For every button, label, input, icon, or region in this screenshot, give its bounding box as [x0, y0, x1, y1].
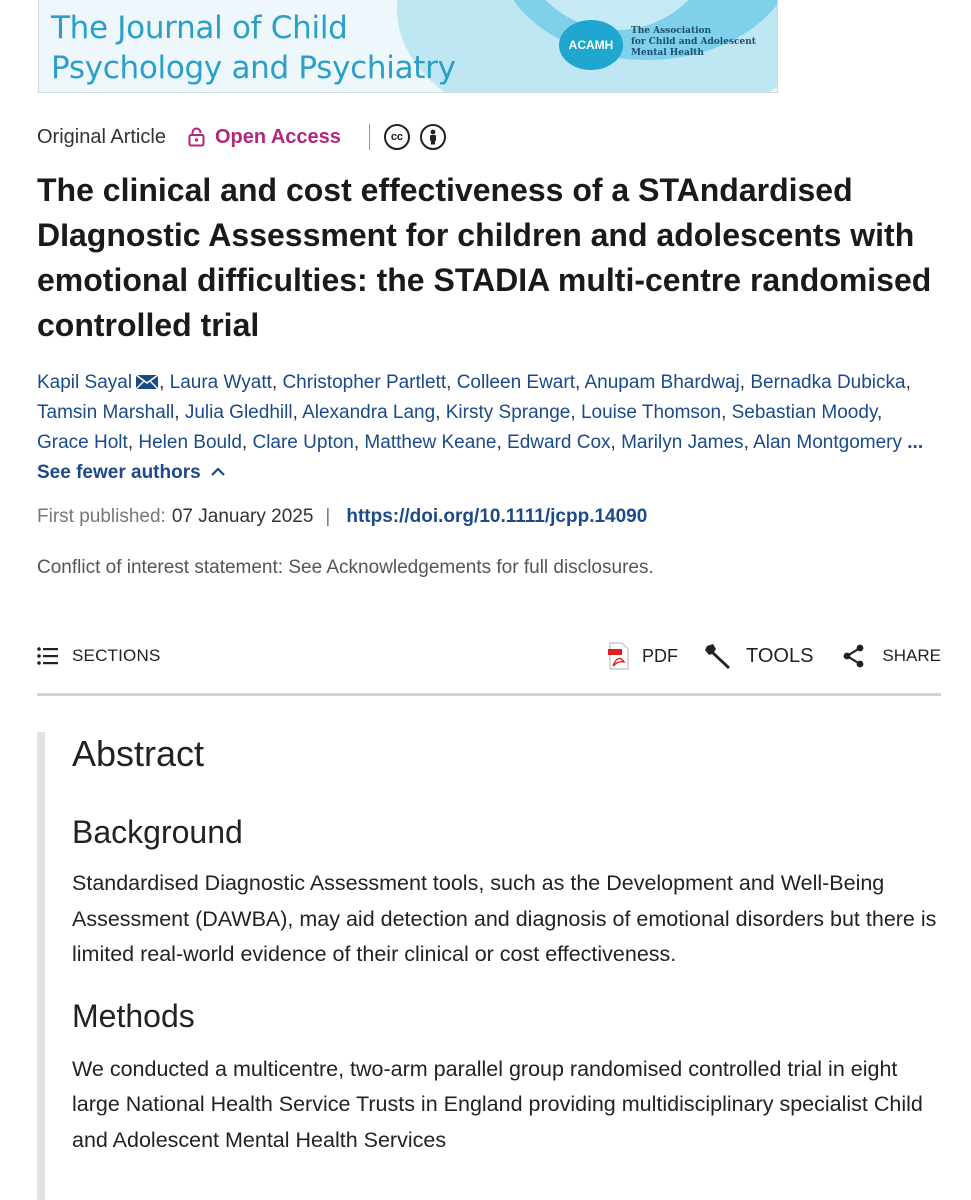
author-separator: , — [610, 432, 622, 453]
author-separator: , — [353, 432, 365, 453]
author-separator: , — [496, 432, 508, 453]
methods-heading: Methods — [72, 997, 195, 1034]
article-toolbar — [37, 636, 941, 676]
author-separator: , — [292, 402, 303, 423]
author-link[interactable]: Colleen Ewart — [456, 372, 575, 393]
conflict-of-interest: Conflict of interest statement: See Acknowledgements for full disclosures. — [37, 557, 654, 578]
see-fewer-authors-button[interactable]: ... See fewer authors — [37, 432, 924, 483]
by-icon[interactable] — [420, 124, 446, 150]
list-icon — [37, 647, 59, 665]
doi-link[interactable]: https://doi.org/10.1111/jcpp.14090 — [346, 506, 648, 527]
background-heading: Background — [72, 814, 243, 850]
author-link[interactable]: Bernadka Dubicka — [750, 372, 906, 393]
author-link[interactable]: Marilyn James — [621, 432, 744, 453]
author-link[interactable]: Louise Thomson — [580, 402, 722, 423]
author-list — [37, 368, 937, 488]
author-link[interactable]: Sebastian Moody — [731, 402, 878, 423]
author-separator: , — [446, 372, 457, 393]
author-link[interactable]: Christopher Partlett — [282, 372, 447, 393]
journal-title[interactable] — [51, 8, 456, 88]
author-separator: , — [574, 372, 585, 393]
tools-button[interactable] — [704, 641, 813, 671]
pdf-label: PDF — [641, 645, 678, 666]
sections-button[interactable] — [37, 646, 161, 666]
author-link[interactable]: Edward Cox — [507, 432, 611, 453]
author-link[interactable]: Anupam Bhardwaj — [584, 372, 740, 393]
publication-info — [37, 506, 647, 528]
author-link[interactable]: Clare Upton — [252, 432, 354, 453]
assoc-line2: for Child and Adolescent — [631, 37, 756, 47]
author-link[interactable]: Grace Holt — [37, 432, 128, 453]
author-separator: , — [435, 402, 446, 423]
author-link[interactable]: Alan Montgomery — [753, 432, 902, 453]
author-separator: , — [570, 402, 581, 423]
pub-divider: | — [325, 506, 331, 527]
author-link[interactable]: Kapil Sayal — [37, 372, 133, 393]
abstract-heading: Abstract — [72, 733, 205, 774]
open-access-label: Open Access — [214, 125, 341, 148]
author-separator: , — [159, 372, 170, 393]
open-access-badge[interactable] — [188, 126, 341, 149]
meta-divider — [369, 124, 370, 150]
author-separator: , — [271, 372, 283, 393]
author-separator: , — [174, 402, 185, 423]
author-link[interactable]: Kirsty Sprange — [445, 402, 571, 423]
first-published-date: 07 January 2025 — [171, 506, 314, 527]
abstract-side-bar — [37, 732, 45, 1200]
abstract-section — [72, 730, 942, 1158]
author-link[interactable]: Laura Wyatt — [169, 372, 272, 393]
author-separator: , — [241, 432, 253, 453]
assoc-line3: Mental Health — [631, 48, 704, 58]
author-link[interactable]: Alexandra Lang — [302, 402, 436, 423]
journal-title-line2: Psychology and Psychiatry — [51, 50, 456, 86]
pdf-button[interactable] — [608, 642, 678, 670]
email-envelope-icon[interactable] — [135, 374, 159, 390]
lock-open-icon — [188, 127, 205, 147]
article-title: The clinical and cost effectiveness of a STAndardised DIagnostic Assessment for children and adolescents with emotional difficulties: the STADIA multi-centre randomised controlled trial — [37, 172, 932, 343]
share-icon — [843, 644, 865, 668]
toolbar-divider — [37, 693, 941, 696]
article-type: Original Article — [37, 125, 166, 148]
author-link[interactable]: Julia Gledhill — [184, 402, 293, 423]
author-separator: , — [905, 372, 911, 393]
chevron-up-icon[interactable] — [210, 466, 226, 478]
cc-icon[interactable]: cc — [384, 124, 410, 150]
author-separator: , — [721, 402, 732, 423]
first-published-label: First published: — [37, 506, 166, 527]
methods-text: We conducted a multicentre, two-arm parallel group randomised controlled trial in eight large National Health Service Trusts in England providing multidisciplinary specialist Child and Adolescent Mental Health Services — [72, 1056, 923, 1152]
assoc-line1: The Association — [631, 26, 712, 36]
author-link[interactable]: Matthew Keane — [364, 432, 497, 453]
background-text: Standardised Diagnostic Assessment tools, such as the Development and Well-Being Assessment (DAWBA), may aid detection and diagnosis of emotional disorders but there is limited real-world evidence of their clinical or cost effectiveness. — [72, 871, 937, 966]
journal-banner[interactable] — [38, 0, 778, 93]
author-separator: , — [877, 402, 883, 423]
sections-label: SECTIONS — [72, 646, 161, 665]
author-separator: , — [743, 432, 754, 453]
acamh-association-text — [631, 26, 771, 59]
author-link[interactable]: Helen Bould — [138, 432, 242, 453]
author-link[interactable]: Tamsin Marshall — [37, 402, 175, 423]
person-icon — [426, 129, 440, 145]
share-button[interactable] — [843, 644, 941, 668]
journal-title-line1: The Journal of Child — [51, 10, 348, 46]
article-meta-row — [37, 122, 456, 152]
share-label: SHARE — [882, 646, 941, 665]
acamh-logo[interactable]: ACAMH — [559, 20, 623, 70]
tools-label: TOOLS — [745, 644, 814, 667]
pdf-file-icon — [608, 642, 630, 670]
author-separator: , — [127, 432, 139, 453]
wrench-icon — [704, 641, 734, 671]
author-separator: , — [739, 372, 751, 393]
